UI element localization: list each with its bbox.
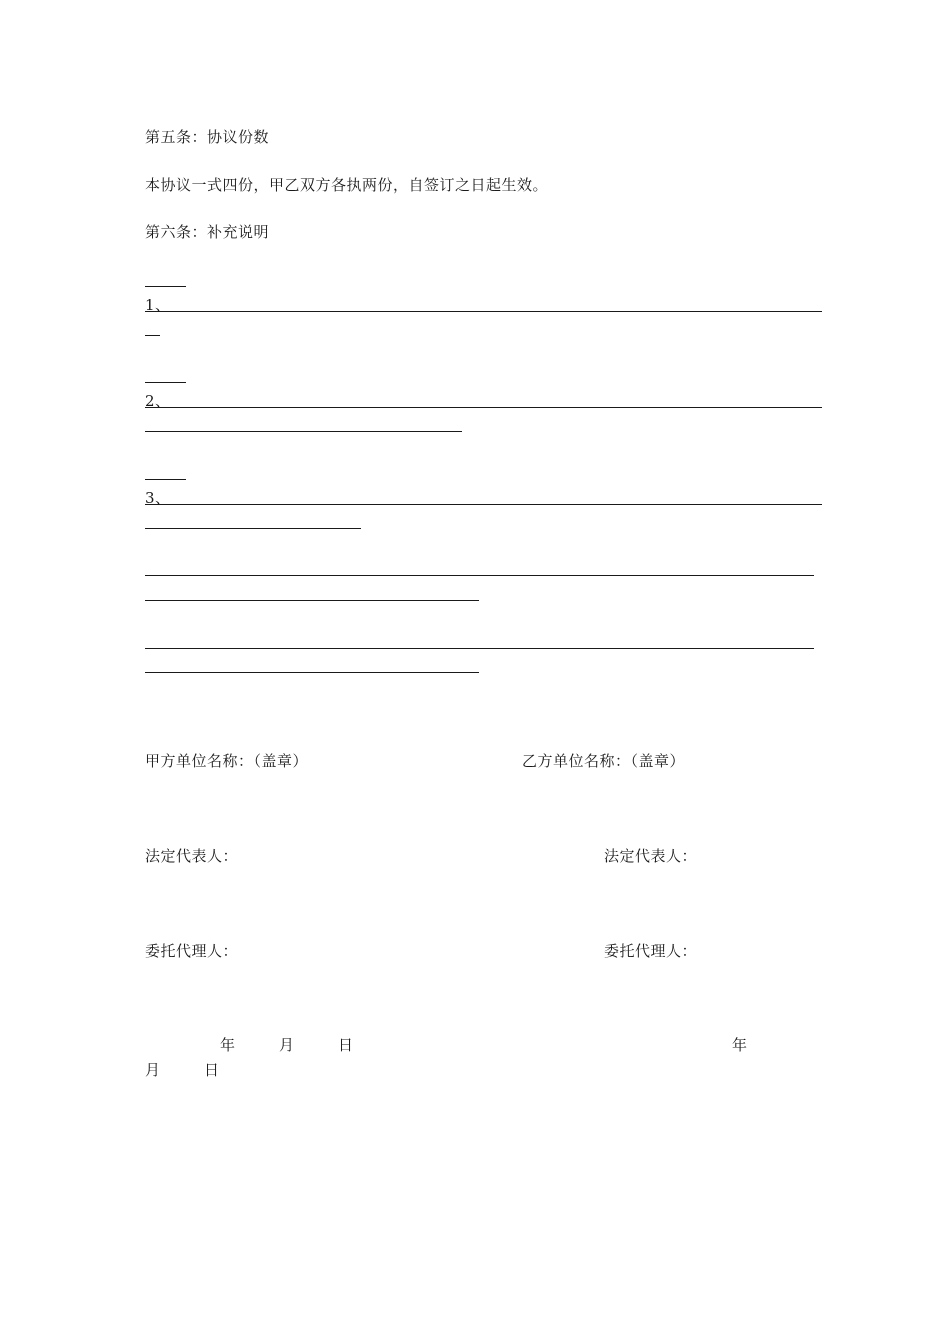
article-5-body: 本协议一式四份，甲乙双方各执两份，自签订之日起生效。 — [145, 176, 549, 194]
item-1-fill-line — [145, 311, 822, 312]
article-6-heading: 第六条：补充说明 — [145, 223, 270, 241]
party-b-date-month: 月 — [145, 1061, 161, 1079]
item-2-number: 2、 — [145, 392, 171, 410]
item-3-number: 3、 — [145, 489, 171, 507]
article-5-heading: 第五条：协议份数 — [145, 128, 270, 146]
party-b-unit-label: 乙方单位名称：（盖章） — [522, 752, 686, 770]
party-a-date-month: 月 — [279, 1036, 295, 1054]
party-a-unit-label: 甲方单位名称：（盖章） — [145, 752, 309, 770]
blank-line-5 — [145, 648, 814, 649]
blank-line-4-continuation — [145, 600, 479, 601]
party-b-date-year: 年 — [732, 1036, 748, 1054]
item-3-lead-line — [145, 479, 186, 480]
item-2-continuation-line — [145, 431, 462, 432]
item-1-number: 1、 — [145, 296, 171, 314]
item-2-fill-line — [145, 407, 822, 408]
party-a-agent-label: 委托代理人： — [145, 942, 239, 960]
party-b-date-day: 日 — [204, 1061, 220, 1079]
party-b-agent-label: 委托代理人： — [604, 942, 698, 960]
item-1-lead-line — [145, 286, 186, 287]
party-a-rep-label: 法定代表人： — [145, 847, 239, 865]
item-2-lead-line — [145, 382, 186, 383]
party-a-date-day: 日 — [338, 1036, 354, 1054]
item-1-continuation-line — [145, 335, 160, 336]
blank-line-4 — [145, 575, 814, 576]
item-3-fill-line — [145, 504, 822, 505]
item-3-continuation-line — [145, 528, 361, 529]
party-b-rep-label: 法定代表人： — [604, 847, 698, 865]
party-a-date-year: 年 — [220, 1036, 236, 1054]
blank-line-5-continuation — [145, 672, 479, 673]
